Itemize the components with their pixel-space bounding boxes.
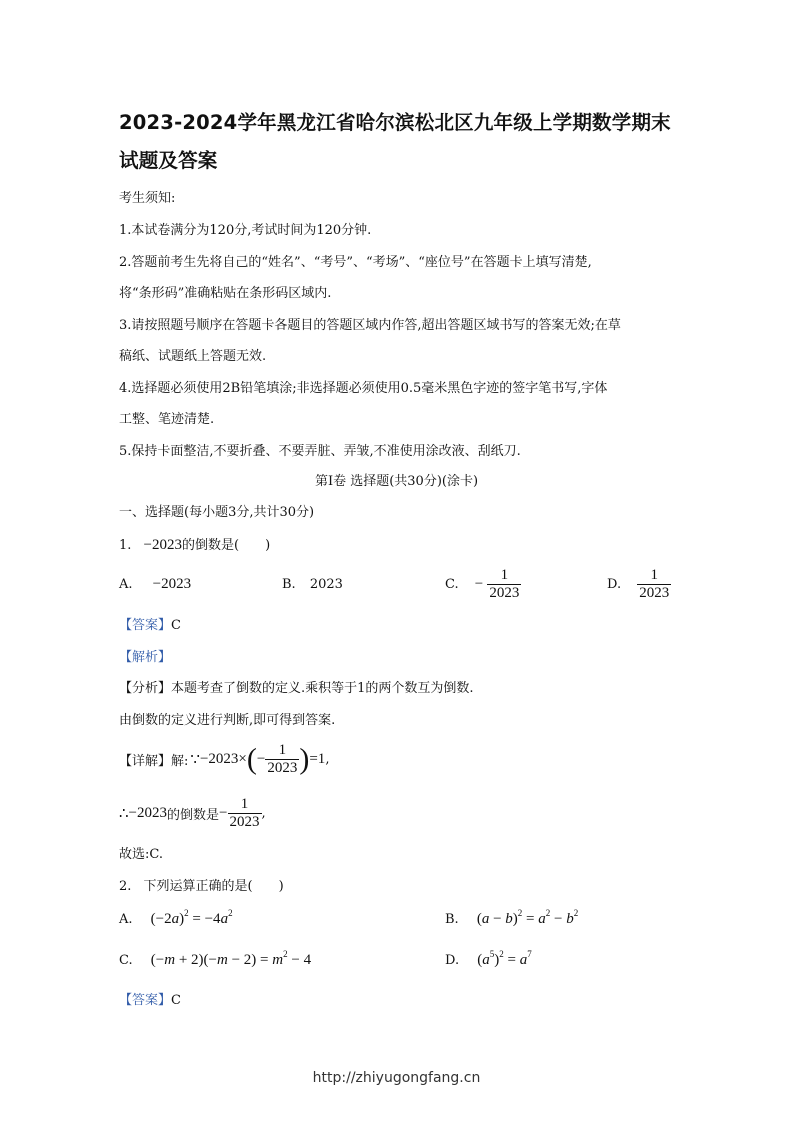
q1-detail: 【详解】解: ∵−2023×(− $\frac{1}{2023}$ )=1, — [119, 742, 330, 776]
notice-item-2b: 将“条形码”准确粘贴在条形码区域内. — [119, 286, 332, 301]
q1-option-c-fraction: $\frac{1}{2023}$ — [489, 567, 520, 601]
notice-item-3b: 稿纸、试题纸上答题无效. — [119, 349, 267, 364]
q1-option-b: B. 2023 — [282, 577, 343, 592]
footer-url[interactable]: http://zhiyugongfang.cn — [312, 1070, 481, 1086]
q2-option-d: D. $(a^5)^2 = a^7$ — [445, 949, 532, 968]
q1-option-d-fraction: $\frac{1}{2023}$ — [639, 567, 670, 601]
q1-expr: −2023 — [143, 537, 183, 553]
q1-choice: 故选:C. — [119, 847, 163, 862]
q2-option-a: A. $(-2a)^2 = -4a^2$ — [119, 908, 233, 927]
notice-item-3a: 3.请按照题号顺序在答题卡各题目的答题区域内作答,超出答题区域书写的答案无效;在草 — [119, 318, 621, 333]
q2-option-b: B. $(a - b)^2 = a^2 - b^2$ — [445, 908, 579, 927]
q1-fenxi-2: 由倒数的定义进行判断,即可得到答案. — [119, 713, 336, 728]
q2-answer: 【答案】C — [119, 993, 181, 1008]
q2-stem: 2. 下列运算正确的是( ) — [119, 879, 284, 894]
q1-therefore: ∴−2023的倒数是− $\frac{1}{2023}$ , — [119, 796, 266, 830]
q1-detail-fraction: $\frac{1}{2023}$ — [267, 742, 298, 776]
q1-number: 1. — [119, 538, 132, 553]
q2-option-c: C. $(-m + 2)(-m - 2) = m^2 - 4$ — [119, 949, 312, 968]
notice-item-5: 5.保持卡面整洁,不要折叠、不要弄脏、弄皱,不准使用涂改液、刮纸刀. — [119, 444, 521, 459]
notice-item-4a: 4.选择题必须使用2B铅笔填涂;非选择题必须使用0.5毫米黑色字迹的签字笔书写,字体 — [119, 381, 608, 396]
q1-therefore-fraction: $\frac{1}{2023}$ — [229, 796, 260, 830]
q1-analysis-tag: 【解析】 — [119, 650, 172, 665]
part-title: 第Ⅰ卷 选择题(共30分)(涂卡) — [314, 474, 479, 489]
q1-fenxi: 【分析】本题考查了倒数的定义.乘积等于1的两个数互为倒数. — [119, 681, 474, 696]
q1-answer: 【答案】C — [119, 618, 181, 633]
document-title: 2023-2024学年黑龙江省哈尔滨松北区九年级上学期数学期末试题及答案 — [119, 111, 671, 172]
section-heading: 一、选择题(每小题3分,共计30分) — [119, 505, 315, 520]
notice-item-4b: 工整、笔迹清楚. — [119, 412, 215, 427]
q1-option-a: A. −2023 — [119, 576, 192, 592]
q1-option-c: C. − $\frac{1}{2023}$ — [445, 567, 520, 601]
q1-option-d: D. $\frac{1}{2023}$ — [607, 567, 670, 601]
q1-stem — [119, 534, 270, 554]
notice-heading: 考生须知: — [119, 191, 176, 206]
notice-item-1: 1.本试卷满分为120分,考试时间为120分钟. — [119, 223, 372, 238]
notice-item-2a: 2.答题前考生先将自己的“姓名”、“考号”、“考场”、“座位号”在答题卡上填写清楚, — [119, 255, 592, 270]
q1-stem-text: 的倒数是( ) — [182, 538, 271, 553]
